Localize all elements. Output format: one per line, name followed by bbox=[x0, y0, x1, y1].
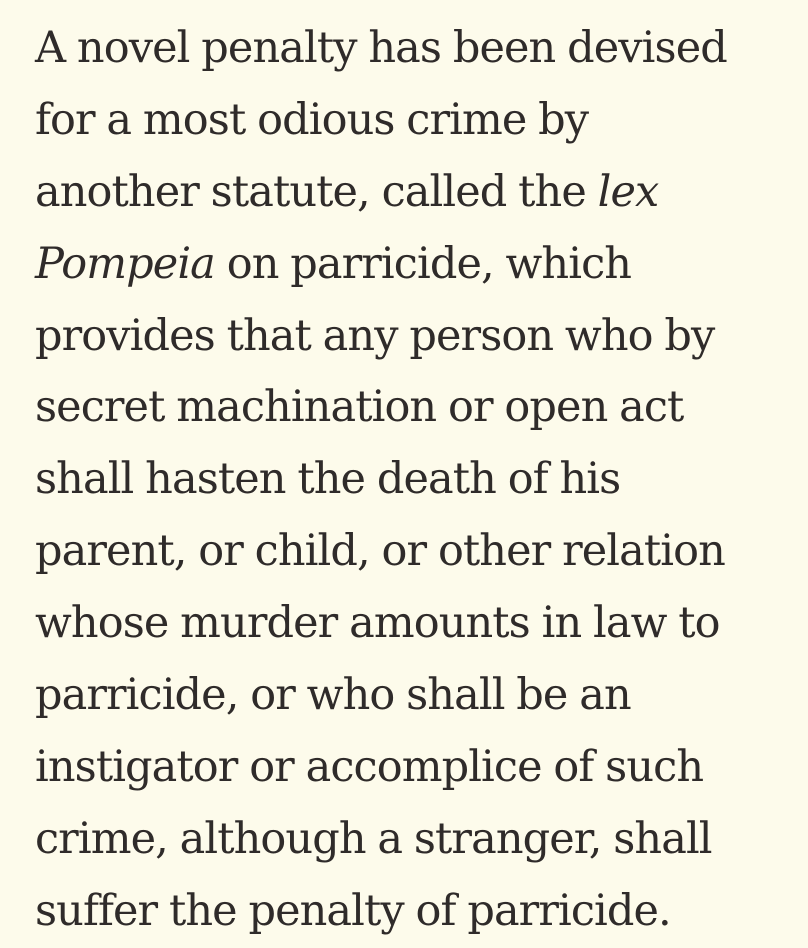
text-line bbox=[35, 516, 808, 588]
text-segment: suffer the penalty of parricide. bbox=[35, 885, 671, 936]
text-segment: A novel penalty has been devised bbox=[35, 23, 727, 73]
text-line bbox=[35, 660, 808, 732]
text-line bbox=[35, 13, 808, 85]
text-segment: parent, or child, or other relation bbox=[35, 526, 725, 577]
text-line bbox=[35, 229, 808, 301]
text-segment: shall hasten the death of his bbox=[35, 454, 621, 505]
text-segment: for a most odious crime by bbox=[35, 94, 589, 145]
text-segment: instigator or accomplice of such bbox=[35, 741, 704, 792]
text-line bbox=[35, 157, 808, 229]
text-segment: whose murder amounts in law to bbox=[35, 598, 720, 649]
text-segment: parricide, or who shall be an bbox=[35, 670, 631, 721]
passage-paragraph bbox=[35, 13, 808, 948]
text-segment: crime, although a stranger, shall bbox=[35, 813, 712, 864]
text-line bbox=[35, 804, 808, 876]
text-line bbox=[35, 372, 808, 444]
text-line bbox=[35, 85, 808, 157]
text-line bbox=[35, 588, 808, 660]
text-line bbox=[35, 444, 808, 516]
text-line bbox=[35, 876, 808, 948]
text-segment: on parricide, which bbox=[226, 238, 632, 289]
text-segment: another statute, called the bbox=[35, 166, 586, 217]
text-line bbox=[35, 301, 808, 373]
text-segment: provides that any person who by bbox=[35, 310, 715, 361]
text-segment: secret machination or open act bbox=[35, 382, 684, 433]
italic-term-lex: lex bbox=[597, 166, 659, 217]
text-line bbox=[35, 732, 808, 804]
italic-term-pompeia: Pompeia bbox=[35, 238, 215, 289]
